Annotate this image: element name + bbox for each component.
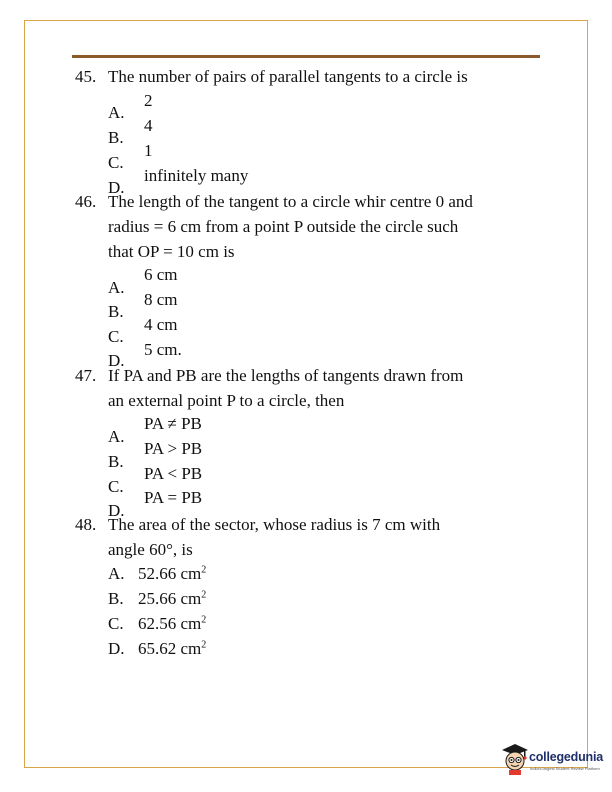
- option-value-a: 2: [144, 91, 153, 110]
- option-value-c: PA < PB: [144, 464, 203, 483]
- collegedunia-logo[interactable]: [500, 742, 610, 778]
- option-d: [108, 638, 206, 660]
- option-a: [108, 563, 206, 585]
- option-letter-c: C.: [108, 327, 124, 346]
- option-value-b: 4: [144, 116, 153, 135]
- question-number: 45.: [75, 67, 97, 86]
- question-text: The number of pairs of parallel tangents to a circle is: [108, 67, 468, 86]
- question-text-line: radius = 6 cm from a point P outside the circle such: [108, 217, 459, 236]
- unit-superscript: 2: [201, 614, 207, 626]
- unit-superscript: 2: [201, 589, 207, 601]
- question-47: [75, 363, 545, 413]
- option-letter-a: A.: [108, 278, 125, 297]
- option-value-a: 6 cm: [144, 265, 178, 284]
- question-number: 47.: [75, 366, 97, 385]
- question-number: 48.: [75, 515, 97, 534]
- question-number: 46.: [75, 192, 97, 211]
- option-value-a: PA ≠ PB: [144, 414, 202, 433]
- question-text-line: If PA and PB are the lengths of tangents drawn from: [108, 366, 464, 385]
- option-letter-a: A.: [108, 427, 125, 446]
- brand-tagline: India's largest Student Review Platform: [530, 766, 600, 771]
- option-letter-b: B.: [108, 452, 124, 471]
- option-letter-d: D.: [108, 501, 125, 520]
- option-value-d: PA = PB: [144, 488, 203, 507]
- option-letter-d: D.: [108, 639, 125, 658]
- option-b: [108, 588, 206, 610]
- option-letter-d: D.: [108, 351, 125, 370]
- option-letter-b: B.: [108, 302, 124, 321]
- question-48: [75, 512, 545, 562]
- question-text-line: that OP = 10 cm is: [108, 242, 235, 261]
- brand-name: collegedunia: [529, 750, 604, 764]
- option-value-d: infinitely many: [144, 166, 249, 185]
- option-value-c: 4 cm: [144, 315, 178, 334]
- option-letter-c: C.: [108, 477, 124, 496]
- question-text-line: an external point P to a circle, then: [108, 391, 345, 410]
- option-value-b: PA > PB: [144, 439, 203, 458]
- option-letter-c: C.: [108, 614, 124, 633]
- graduate-mascot-icon: [500, 742, 530, 776]
- header-rule: [72, 55, 540, 58]
- option-letter-b: B.: [108, 128, 124, 147]
- option-letter-c: C.: [108, 153, 124, 172]
- option-letter-b: B.: [108, 589, 124, 608]
- option-value-b: 25.66 cm: [138, 589, 202, 608]
- option-value-c: 62.56 cm: [138, 614, 202, 633]
- question-46: [75, 189, 545, 264]
- question-text-line: The area of the sector, whose radius is 7 cm with: [108, 515, 441, 534]
- option-value-a: 52.66 cm: [138, 564, 202, 583]
- option-letter-d: D.: [108, 178, 125, 197]
- option-letter-a: A.: [108, 103, 125, 122]
- question-text-line: The length of the tangent to a circle whir centre 0 and: [108, 192, 473, 211]
- option-letter-a: A.: [108, 564, 125, 583]
- option-value-c: 1: [144, 141, 153, 160]
- unit-superscript: 2: [201, 639, 207, 651]
- option-c: [108, 613, 206, 635]
- option-value-d: 5 cm.: [144, 340, 182, 359]
- option-value-d: 65.62 cm: [138, 639, 202, 658]
- unit-superscript: 2: [201, 564, 207, 576]
- question-text-line: angle 60°, is: [108, 540, 193, 559]
- question-45: [75, 64, 545, 89]
- option-value-b: 8 cm: [144, 290, 178, 309]
